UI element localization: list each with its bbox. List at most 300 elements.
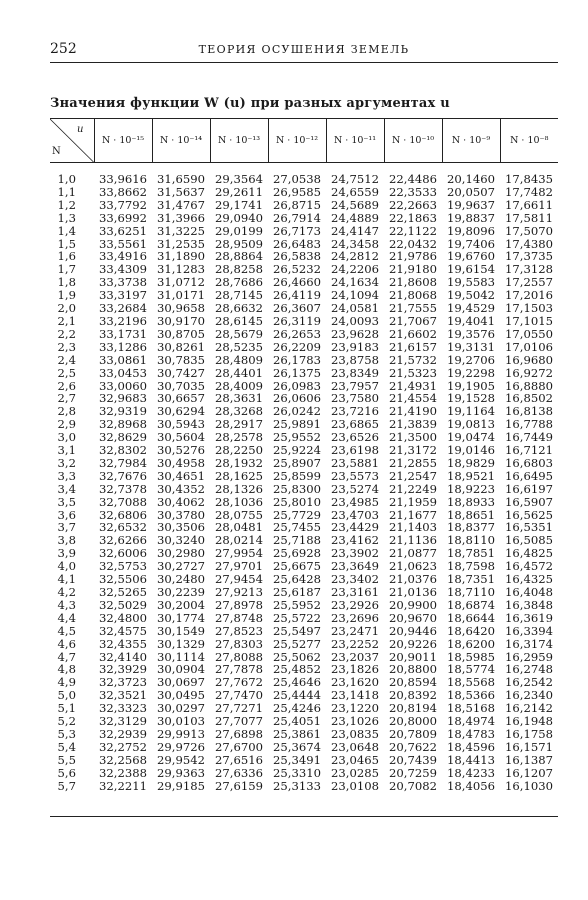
row-n-value: 1,3 bbox=[57, 210, 76, 225]
table-cell: 25,6187 bbox=[273, 585, 321, 599]
table-row bbox=[50, 225, 558, 238]
table-cell: 25,3133 bbox=[273, 778, 321, 793]
table-cell: 29,1741 bbox=[215, 197, 263, 212]
table-cell: 16,3848 bbox=[505, 597, 553, 612]
row-n-value: 2,3 bbox=[57, 339, 76, 354]
table-cell: 30,8705 bbox=[157, 326, 205, 341]
table-cell: 18,4233 bbox=[447, 765, 495, 780]
table-cell: 21,2855 bbox=[389, 455, 437, 470]
table-cell: 30,4958 bbox=[157, 455, 205, 470]
table-cell: 19,8096 bbox=[447, 223, 495, 238]
table-cell: 28,3268 bbox=[215, 404, 263, 419]
table-cell: 23,4429 bbox=[331, 520, 379, 535]
table-cell: 20,8392 bbox=[389, 688, 437, 703]
table-cell: 30,1114 bbox=[157, 649, 205, 664]
row-n-value: 2,1 bbox=[57, 313, 76, 328]
table-cell: 32,2211 bbox=[99, 778, 147, 793]
table-cell: 28,4809 bbox=[215, 352, 263, 367]
corner-cell bbox=[50, 119, 94, 163]
table-row bbox=[50, 212, 558, 225]
table-cell: 16,4825 bbox=[505, 546, 553, 561]
table-cell: 23,2926 bbox=[331, 597, 379, 612]
table-cell: 33,5561 bbox=[99, 236, 147, 251]
table-cell: 18,5168 bbox=[447, 701, 495, 716]
table-cell: 21,4931 bbox=[389, 378, 437, 393]
table-cell: 25,5277 bbox=[273, 636, 321, 651]
row-n-value: 3,1 bbox=[57, 443, 76, 458]
table-cell: 20,1460 bbox=[447, 172, 495, 186]
row-n-value: 2,0 bbox=[57, 301, 76, 316]
table-row bbox=[50, 444, 558, 457]
table-row bbox=[50, 457, 558, 470]
table-cell: 23,2252 bbox=[331, 636, 379, 651]
table-cell: 31,6590 bbox=[157, 172, 205, 186]
table-cell: 28,4401 bbox=[215, 365, 263, 380]
table-cell: 29,9542 bbox=[157, 752, 205, 767]
table-cell: 23,0108 bbox=[331, 778, 379, 793]
table-cell: 16,1571 bbox=[505, 739, 553, 754]
row-n-value: 2,2 bbox=[57, 326, 76, 341]
row-n-value: 5,7 bbox=[57, 778, 76, 793]
table-cell: 20,8000 bbox=[389, 714, 437, 729]
table-cell: 23,5573 bbox=[331, 468, 379, 483]
row-n-value: 4,7 bbox=[57, 649, 76, 664]
row-n-value: 4,6 bbox=[57, 636, 76, 651]
table-cell: 20,9670 bbox=[389, 610, 437, 625]
table-cell: 21,7067 bbox=[389, 313, 437, 328]
table-row bbox=[50, 638, 558, 651]
table-row bbox=[50, 163, 558, 186]
table-cell: 32,5506 bbox=[99, 572, 147, 587]
column-header: N · 10⁻¹⁵ bbox=[94, 119, 152, 163]
table-cell: 16,1207 bbox=[505, 765, 553, 780]
table-cell: 30,6294 bbox=[157, 404, 205, 419]
table-cell: 20,7439 bbox=[389, 752, 437, 767]
table-cell: 18,6874 bbox=[447, 597, 495, 612]
table-cell: 23,4703 bbox=[331, 507, 379, 522]
table-cell: 31,3966 bbox=[157, 210, 205, 225]
table-cell: 28,5679 bbox=[215, 326, 263, 341]
table-cell: 23,7580 bbox=[331, 391, 379, 406]
table-cell: 17,6611 bbox=[505, 197, 553, 212]
table-cell: 30,1549 bbox=[157, 623, 205, 638]
table-cell: 29,9363 bbox=[157, 765, 205, 780]
table-cell: 23,1620 bbox=[331, 675, 379, 690]
row-n-value: 3,9 bbox=[57, 546, 76, 561]
table-cell: 23,6198 bbox=[331, 443, 379, 458]
table-cell: 27,6700 bbox=[215, 739, 263, 754]
table-row bbox=[50, 315, 558, 328]
table-cell: 16,4325 bbox=[505, 572, 553, 587]
table-cell: 31,1890 bbox=[157, 249, 205, 264]
table-cell: 30,2980 bbox=[157, 546, 205, 561]
table-cell: 32,8629 bbox=[99, 430, 147, 445]
table-cell: 32,2388 bbox=[99, 765, 147, 780]
table-cell: 28,9509 bbox=[215, 236, 263, 251]
table-cell: 25,4444 bbox=[273, 688, 321, 703]
table-cell: 32,3521 bbox=[99, 688, 147, 703]
table-cell: 24,5689 bbox=[331, 197, 379, 212]
table-cell: 25,4646 bbox=[273, 675, 321, 690]
table-cell: 30,8261 bbox=[157, 339, 205, 354]
table-row bbox=[50, 341, 558, 354]
table-cell: 16,5625 bbox=[505, 507, 553, 522]
table-cell: 17,2557 bbox=[505, 275, 553, 290]
row-n-value: 4,3 bbox=[57, 597, 76, 612]
table-cell: 25,5497 bbox=[273, 623, 321, 638]
table-cell: 25,7729 bbox=[273, 507, 321, 522]
table-cell: 19,4529 bbox=[447, 301, 495, 316]
table-cell: 20,8800 bbox=[389, 662, 437, 677]
table-cell: 25,3310 bbox=[273, 765, 321, 780]
table-cell: 25,7455 bbox=[273, 520, 321, 535]
table-cell: 25,6928 bbox=[273, 546, 321, 561]
table-cell: 33,7792 bbox=[99, 197, 147, 212]
row-n-value: 5,3 bbox=[57, 726, 76, 741]
table-cell: 16,8138 bbox=[505, 404, 553, 419]
running-title: ТЕОРИЯ ОСУШЕНИЯ ЗЕМЕЛЬ bbox=[198, 43, 410, 56]
table-cell: 26,5838 bbox=[273, 249, 321, 264]
table-cell: 21,2547 bbox=[389, 468, 437, 483]
table-cell: 26,0242 bbox=[273, 404, 321, 419]
table-cell: 18,5985 bbox=[447, 649, 495, 664]
row-n-value: 3,6 bbox=[57, 507, 76, 522]
table-cell: 28,8258 bbox=[215, 262, 263, 277]
table-cell: 27,8523 bbox=[215, 623, 263, 638]
row-n-value: 4,1 bbox=[57, 572, 76, 587]
table-cell: 25,5062 bbox=[273, 649, 321, 664]
table-cell: 23,9628 bbox=[331, 326, 379, 341]
table-cell: 33,2684 bbox=[99, 301, 147, 316]
table-cell: 24,0581 bbox=[331, 301, 379, 316]
table-cell: 30,2480 bbox=[157, 572, 205, 587]
row-n-value: 2,7 bbox=[57, 391, 76, 406]
table-cell: 18,9829 bbox=[447, 455, 495, 470]
table-cell: 27,6336 bbox=[215, 765, 263, 780]
table-cell: 18,8933 bbox=[447, 494, 495, 509]
table-cell: 20,9446 bbox=[389, 623, 437, 638]
table-cell: 26,0606 bbox=[273, 391, 321, 406]
table-cell: 18,4056 bbox=[447, 778, 495, 793]
table-cell: 24,1094 bbox=[331, 288, 379, 303]
table-cell: 16,5351 bbox=[505, 520, 553, 535]
table-cell: 26,7914 bbox=[273, 210, 321, 225]
table-cell: 20,8594 bbox=[389, 675, 437, 690]
table-cell: 21,6602 bbox=[389, 326, 437, 341]
table-cell: 30,7835 bbox=[157, 352, 205, 367]
table-cell: 20,9900 bbox=[389, 597, 437, 612]
row-n-value: 4,2 bbox=[57, 585, 76, 599]
row-n-value: 3,2 bbox=[57, 455, 76, 470]
table-cell: 30,4651 bbox=[157, 468, 205, 483]
table-cell: 16,2340 bbox=[505, 688, 553, 703]
table-cell: 26,9585 bbox=[273, 184, 321, 199]
table-cell: 21,6157 bbox=[389, 339, 437, 354]
column-header: N · 10⁻⁸ bbox=[500, 119, 558, 163]
table-row bbox=[50, 367, 558, 380]
table-cell: 30,5276 bbox=[157, 443, 205, 458]
table-cell: 32,5265 bbox=[99, 585, 147, 599]
table-cell: 27,9701 bbox=[215, 559, 263, 574]
table-cell: 20,7622 bbox=[389, 739, 437, 754]
table-cell: 21,0136 bbox=[389, 585, 437, 599]
table-cell: 30,0495 bbox=[157, 688, 205, 703]
table-cell: 25,7188 bbox=[273, 533, 321, 548]
table-cell: 16,7449 bbox=[505, 430, 553, 445]
table-cell: 25,9224 bbox=[273, 443, 321, 458]
table-cell: 19,8837 bbox=[447, 210, 495, 225]
table-cell: 32,6806 bbox=[99, 507, 147, 522]
table-row bbox=[50, 470, 558, 483]
table-cell: 17,7482 bbox=[505, 184, 553, 199]
table-cell: 29,9913 bbox=[157, 726, 205, 741]
table-cell: 32,7984 bbox=[99, 455, 147, 470]
row-n-value: 1,9 bbox=[57, 288, 76, 303]
table-cell: 26,3607 bbox=[273, 301, 321, 316]
table-cell: 21,9180 bbox=[389, 262, 437, 277]
table-row bbox=[50, 328, 558, 341]
row-n-value: 1,7 bbox=[57, 262, 76, 277]
table-cell: 28,7686 bbox=[215, 275, 263, 290]
table-cell: 31,2535 bbox=[157, 236, 205, 251]
table-cell: 18,5568 bbox=[447, 675, 495, 690]
table-cell: 32,3723 bbox=[99, 675, 147, 690]
table-cell: 19,7406 bbox=[447, 236, 495, 251]
table-cell: 22,4486 bbox=[389, 172, 437, 186]
table-cell: 23,2037 bbox=[331, 649, 379, 664]
values-table bbox=[50, 118, 558, 793]
row-n-value: 1,0 bbox=[57, 172, 76, 186]
table-cell: 29,3564 bbox=[215, 172, 263, 186]
table-cell: 23,1026 bbox=[331, 714, 379, 729]
table-cell: 33,4309 bbox=[99, 262, 147, 277]
table-cell: 18,6644 bbox=[447, 610, 495, 625]
table-cell: 30,2004 bbox=[157, 597, 205, 612]
table-cell: 26,3119 bbox=[273, 313, 321, 328]
table-cell: 21,3172 bbox=[389, 443, 437, 458]
table-cell: 28,2578 bbox=[215, 430, 263, 445]
table-cell: 18,5774 bbox=[447, 662, 495, 677]
table-cell: 29,0940 bbox=[215, 210, 263, 225]
table-cell: 19,6760 bbox=[447, 249, 495, 264]
table-cell: 32,9683 bbox=[99, 391, 147, 406]
table-cell: 23,6526 bbox=[331, 430, 379, 445]
table-cell: 18,4413 bbox=[447, 752, 495, 767]
table-cell: 25,4246 bbox=[273, 701, 321, 716]
row-n-value: 5,5 bbox=[57, 752, 76, 767]
table-cell: 26,8715 bbox=[273, 197, 321, 212]
table-cell: 17,1503 bbox=[505, 301, 553, 316]
row-n-value: 2,6 bbox=[57, 378, 76, 393]
row-n-value: 3,8 bbox=[57, 533, 76, 548]
table-cell: 17,5811 bbox=[505, 210, 553, 225]
table-cell: 23,0835 bbox=[331, 726, 379, 741]
table-cell: 16,8502 bbox=[505, 391, 553, 406]
row-n-value: 3,4 bbox=[57, 481, 76, 496]
table-cell: 20,9226 bbox=[389, 636, 437, 651]
table-cell: 30,0904 bbox=[157, 662, 205, 677]
table-cell: 33,1286 bbox=[99, 339, 147, 354]
table-cell: 23,7957 bbox=[331, 378, 379, 393]
table-cell: 18,4596 bbox=[447, 739, 495, 754]
table-row bbox=[50, 767, 558, 780]
table-cell: 21,0877 bbox=[389, 546, 437, 561]
table-cell: 27,7672 bbox=[215, 675, 263, 690]
table-cell: 25,5722 bbox=[273, 610, 321, 625]
table-cell: 28,0481 bbox=[215, 520, 263, 535]
table-cell: 21,4190 bbox=[389, 404, 437, 419]
table-cell: 30,0697 bbox=[157, 675, 205, 690]
table-cell: 21,7555 bbox=[389, 301, 437, 316]
table-row bbox=[50, 780, 558, 793]
table-cell: 30,4062 bbox=[157, 494, 205, 509]
table-cell: 25,6675 bbox=[273, 559, 321, 574]
table-cell: 32,4800 bbox=[99, 610, 147, 625]
table-cell: 25,5952 bbox=[273, 597, 321, 612]
table-cell: 16,1758 bbox=[505, 726, 553, 741]
table-cell: 32,2568 bbox=[99, 752, 147, 767]
table-cell: 30,1329 bbox=[157, 636, 205, 651]
table-bottom-rule bbox=[50, 816, 558, 817]
table-cell: 32,9319 bbox=[99, 404, 147, 419]
table-cell: 28,1036 bbox=[215, 494, 263, 509]
table-cell: 33,8662 bbox=[99, 184, 147, 199]
table-cell: 33,6992 bbox=[99, 210, 147, 225]
table-cell: 30,2239 bbox=[157, 585, 205, 599]
table-cell: 28,3631 bbox=[215, 391, 263, 406]
table-cell: 16,7788 bbox=[505, 417, 553, 432]
table-cell: 17,0106 bbox=[505, 339, 553, 354]
table-cell: 23,0465 bbox=[331, 752, 379, 767]
table-cell: 27,7077 bbox=[215, 714, 263, 729]
table-cell: 25,8010 bbox=[273, 494, 321, 509]
table-cell: 23,4162 bbox=[331, 533, 379, 548]
table-cell: 19,4041 bbox=[447, 313, 495, 328]
table-cell: 27,8748 bbox=[215, 610, 263, 625]
table-cell: 30,1774 bbox=[157, 610, 205, 625]
table-cell: 16,3174 bbox=[505, 636, 553, 651]
table-cell: 31,5637 bbox=[157, 184, 205, 199]
table-cell: 27,9954 bbox=[215, 546, 263, 561]
table-cell: 16,9272 bbox=[505, 365, 553, 380]
table-cell: 28,2917 bbox=[215, 417, 263, 432]
table-cell: 23,6865 bbox=[331, 417, 379, 432]
row-n-value: 1,6 bbox=[57, 249, 76, 264]
table-cell: 19,0146 bbox=[447, 443, 495, 458]
page-number: 252 bbox=[50, 41, 77, 57]
table-cell: 26,2653 bbox=[273, 326, 321, 341]
table-cell: 21,1403 bbox=[389, 520, 437, 535]
row-n-value: 1,2 bbox=[57, 197, 76, 212]
table-row bbox=[50, 483, 558, 496]
table-cell: 28,7145 bbox=[215, 288, 263, 303]
table-cell: 29,9185 bbox=[157, 778, 205, 793]
table-cell: 26,1783 bbox=[273, 352, 321, 367]
table-cell: 32,7676 bbox=[99, 468, 147, 483]
table-cell: 16,2959 bbox=[505, 649, 553, 664]
table-cell: 28,2250 bbox=[215, 443, 263, 458]
table-cell: 21,4554 bbox=[389, 391, 437, 406]
row-n-value: 3,5 bbox=[57, 494, 76, 509]
table-cell: 29,9726 bbox=[157, 739, 205, 754]
row-n-value: 5,4 bbox=[57, 739, 76, 754]
table-row bbox=[50, 728, 558, 741]
table-cell: 31,4767 bbox=[157, 197, 205, 212]
table-cell: 23,8758 bbox=[331, 352, 379, 367]
table-cell: 17,1015 bbox=[505, 313, 553, 328]
table-cell: 26,7173 bbox=[273, 223, 321, 238]
table-row bbox=[50, 741, 558, 754]
table-cell: 22,1122 bbox=[389, 223, 437, 238]
table-cell: 16,1030 bbox=[505, 778, 553, 793]
table-cell: 28,8864 bbox=[215, 249, 263, 264]
table-cell: 16,5085 bbox=[505, 533, 553, 548]
table-row bbox=[50, 625, 558, 638]
table-cell: 24,4147 bbox=[331, 223, 379, 238]
table-cell: 18,6420 bbox=[447, 623, 495, 638]
table-cell: 30,6657 bbox=[157, 391, 205, 406]
table-cell: 19,6154 bbox=[447, 262, 495, 277]
table-cell: 18,7110 bbox=[447, 585, 495, 599]
table-cell: 22,2663 bbox=[389, 197, 437, 212]
table-cell: 18,7351 bbox=[447, 572, 495, 587]
table-cell: 33,0060 bbox=[99, 378, 147, 393]
table-cell: 30,7427 bbox=[157, 365, 205, 380]
table-cell: 32,2939 bbox=[99, 726, 147, 741]
column-header: N · 10⁻¹⁰ bbox=[384, 119, 442, 163]
row-n-value: 2,8 bbox=[57, 404, 76, 419]
table-cell: 21,1959 bbox=[389, 494, 437, 509]
table-cell: 19,1164 bbox=[447, 404, 495, 419]
row-n-value: 2,9 bbox=[57, 417, 76, 432]
table-row bbox=[50, 612, 558, 625]
table-cell: 32,7378 bbox=[99, 481, 147, 496]
table-cell: 21,1136 bbox=[389, 533, 437, 548]
table-cell: 32,3929 bbox=[99, 662, 147, 677]
row-n-value: 5,0 bbox=[57, 688, 76, 703]
page-header bbox=[50, 41, 558, 61]
corner-label-u: u bbox=[77, 124, 84, 135]
table-cell: 21,1677 bbox=[389, 507, 437, 522]
table-cell: 24,0093 bbox=[331, 313, 379, 328]
row-n-value: 4,4 bbox=[57, 610, 76, 625]
row-n-value: 1,8 bbox=[57, 275, 76, 290]
table-cell: 16,4048 bbox=[505, 585, 553, 599]
table-cell: 19,1528 bbox=[447, 391, 495, 406]
table-cell: 28,1932 bbox=[215, 455, 263, 470]
table-cell: 30,9170 bbox=[157, 313, 205, 328]
table-cell: 17,3735 bbox=[505, 249, 553, 264]
table-cell: 27,8088 bbox=[215, 649, 263, 664]
table-cell: 16,3619 bbox=[505, 610, 553, 625]
table-cell: 17,8435 bbox=[505, 172, 553, 186]
table-row bbox=[50, 186, 558, 199]
table-cell: 17,4380 bbox=[505, 236, 553, 251]
column-header: N · 10⁻⁹ bbox=[442, 119, 500, 163]
table-cell: 22,1863 bbox=[389, 210, 437, 225]
table-cell: 27,7271 bbox=[215, 701, 263, 716]
table-cell: 33,1731 bbox=[99, 326, 147, 341]
table-row bbox=[50, 496, 558, 509]
table-cell: 20,8194 bbox=[389, 701, 437, 716]
table-cell: 25,4852 bbox=[273, 662, 321, 677]
table-cell: 16,1387 bbox=[505, 752, 553, 767]
table-cell: 32,8968 bbox=[99, 417, 147, 432]
column-header: N · 10⁻¹² bbox=[268, 119, 326, 163]
table-cell: 23,5881 bbox=[331, 455, 379, 470]
corner-label-n: N bbox=[52, 146, 61, 157]
table-cell: 27,6159 bbox=[215, 778, 263, 793]
